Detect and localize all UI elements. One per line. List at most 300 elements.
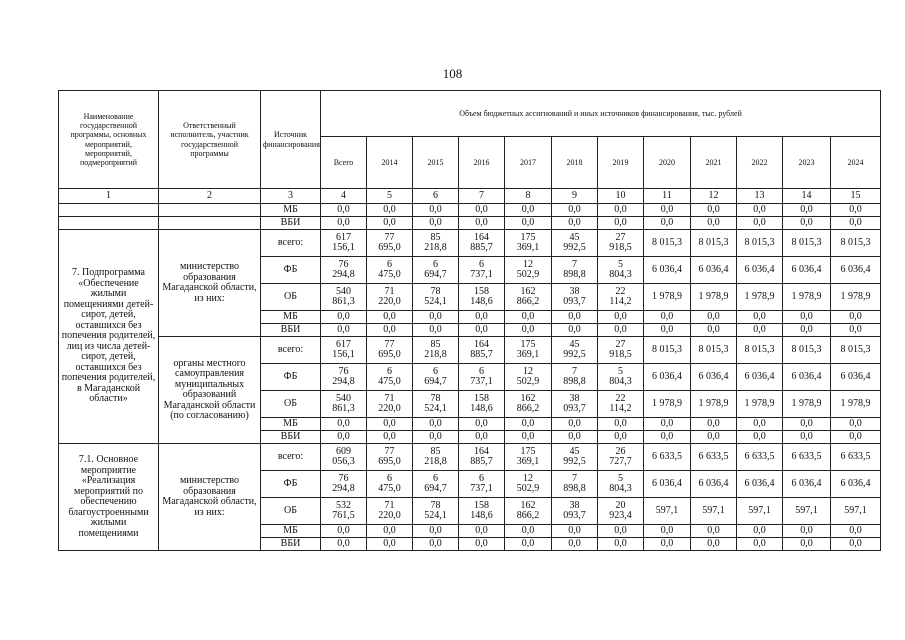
value-part: 27: [615, 231, 626, 243]
value-cell: [459, 364, 505, 391]
value-part: 71: [384, 499, 395, 511]
value-part: 77: [384, 445, 395, 457]
source-cell: МБ: [261, 418, 321, 431]
value-cell: 0,0: [413, 418, 459, 431]
value-cell: 8 015,3: [691, 230, 737, 257]
value-cell: 0,0: [367, 217, 413, 230]
value-cell: 0,0: [691, 418, 737, 431]
value-part: 694,7: [424, 376, 447, 387]
value-part: 898,8: [563, 269, 586, 280]
page-number: 108: [442, 66, 463, 81]
value-part: 532: [336, 499, 351, 511]
value-part: 78: [430, 392, 441, 404]
value-cell: 8 015,3: [783, 337, 831, 364]
responsible-cell: министерство образования Магаданской области, из них:: [159, 230, 261, 337]
value-cell: [505, 230, 552, 257]
value-part: 27: [615, 338, 626, 350]
value-cell: [367, 337, 413, 364]
column-number-cell: 6: [413, 189, 459, 204]
value-cell: 0,0: [598, 311, 644, 324]
value-cell: 8 015,3: [831, 337, 881, 364]
value-cell: 0,0: [691, 525, 737, 538]
value-part: 737,1: [470, 483, 493, 494]
year-header: 2018: [552, 137, 598, 189]
value-cell: 0,0: [831, 217, 881, 230]
value-part: 5: [618, 258, 623, 270]
value-cell: 0,0: [783, 311, 831, 324]
value-part: 148,6: [470, 510, 493, 521]
column-number-cell: 14: [783, 189, 831, 204]
value-cell: 8 015,3: [737, 337, 783, 364]
value-cell: [598, 391, 644, 418]
value-part: 761,5: [332, 510, 355, 521]
value-part: 056,3: [332, 456, 355, 467]
value-cell: 0,0: [644, 324, 691, 337]
value-cell: 0,0: [644, 525, 691, 538]
value-cell: [459, 284, 505, 311]
value-part: 694,7: [424, 483, 447, 494]
value-cell: [413, 444, 459, 471]
value-cell: 0,0: [505, 217, 552, 230]
value-cell: [598, 257, 644, 284]
year-header: 2015: [413, 137, 459, 189]
year-header: 2023: [783, 137, 831, 189]
value-cell: 0,0: [737, 525, 783, 538]
value-cell: 0,0: [737, 217, 783, 230]
value-cell: [505, 391, 552, 418]
column-number-cell: 13: [737, 189, 783, 204]
value-cell: 6 036,4: [737, 471, 783, 498]
value-part: 369,1: [516, 242, 540, 253]
value-part: 162: [520, 392, 536, 404]
value-cell: 0,0: [459, 311, 505, 324]
value-cell: [459, 444, 505, 471]
header-source: Источник финансирования: [261, 91, 321, 189]
value-part: 885,7: [470, 349, 493, 360]
value-cell: 6 633,5: [831, 444, 881, 471]
value-cell: 0,0: [737, 418, 783, 431]
value-cell: 0,0: [598, 418, 644, 431]
value-cell: 6 036,4: [831, 257, 881, 284]
value-cell: 0,0: [321, 418, 367, 431]
value-part: 114,2: [609, 403, 632, 414]
value-cell: [321, 471, 367, 498]
value-cell: 597,1: [691, 498, 737, 525]
value-cell: 0,0: [459, 538, 505, 551]
value-cell: 0,0: [459, 204, 505, 217]
value-cell: 0,0: [459, 324, 505, 337]
source-cell: всего:: [261, 444, 321, 471]
value-cell: 0,0: [831, 525, 881, 538]
value-cell: [552, 284, 598, 311]
value-cell: [598, 444, 644, 471]
column-number-cell: 8: [505, 189, 552, 204]
value-cell: 0,0: [691, 431, 737, 444]
value-cell: 0,0: [321, 324, 367, 337]
value-part: 294,8: [332, 376, 355, 387]
value-cell: [413, 471, 459, 498]
value-part: 7: [572, 365, 577, 377]
value-cell: 6 633,5: [691, 444, 737, 471]
value-cell: [459, 337, 505, 364]
value-cell: [321, 230, 367, 257]
value-cell: 0,0: [413, 311, 459, 324]
value-cell: [505, 257, 552, 284]
value-cell: 0,0: [367, 204, 413, 217]
value-cell: [321, 284, 367, 311]
value-cell: [552, 337, 598, 364]
responsible-cell: министерство образования Магаданской области, из них:: [159, 444, 261, 551]
value-cell: 0,0: [552, 204, 598, 217]
source-cell: ВБИ: [261, 324, 321, 337]
value-cell: 0,0: [831, 431, 881, 444]
value-part: 76: [338, 258, 349, 270]
empty-cell: [159, 217, 261, 230]
value-part: 475,0: [378, 483, 401, 494]
value-cell: 0,0: [831, 324, 881, 337]
year-total-header: Всего: [321, 137, 367, 189]
value-part: 6: [433, 365, 438, 377]
value-part: 918,5: [609, 242, 632, 253]
value-cell: 0,0: [552, 525, 598, 538]
value-part: 6: [433, 258, 438, 270]
value-part: 158: [474, 285, 489, 297]
value-part: 12: [523, 258, 533, 270]
value-cell: 0,0: [552, 538, 598, 551]
value-cell: 1 978,9: [783, 284, 831, 311]
value-cell: [552, 444, 598, 471]
value-cell: 6 036,4: [644, 257, 691, 284]
value-cell: 0,0: [413, 525, 459, 538]
value-cell: [413, 391, 459, 418]
value-cell: 0,0: [413, 204, 459, 217]
value-part: 866,2: [516, 296, 540, 307]
value-cell: 0,0: [505, 311, 552, 324]
value-cell: [552, 498, 598, 525]
value-cell: [552, 257, 598, 284]
value-part: 992,5: [563, 242, 586, 253]
table-row: [59, 444, 881, 471]
value-part: 727,7: [609, 456, 632, 467]
value-cell: 0,0: [367, 311, 413, 324]
value-cell: 0,0: [691, 538, 737, 551]
value-part: 093,7: [563, 403, 586, 414]
source-cell: ФБ: [261, 471, 321, 498]
value-cell: [552, 230, 598, 257]
value-cell: 1 978,9: [831, 284, 881, 311]
value-cell: 0,0: [459, 431, 505, 444]
value-part: 175: [520, 445, 536, 457]
value-part: 77: [384, 338, 395, 350]
value-part: 38: [569, 392, 580, 404]
empty-cell: [59, 217, 159, 230]
value-cell: 0,0: [321, 525, 367, 538]
year-header: 2022: [737, 137, 783, 189]
value-part: 156,1: [332, 349, 355, 360]
header-name: Наименование государственной программы, основных мероприятий, мероприятий, подмероприятий: [59, 91, 159, 189]
value-cell: 0,0: [459, 418, 505, 431]
value-cell: 0,0: [321, 204, 367, 217]
year-header: 2014: [367, 137, 413, 189]
value-cell: [413, 337, 459, 364]
value-part: 85: [430, 231, 441, 243]
source-cell: ФБ: [261, 364, 321, 391]
value-part: 804,3: [609, 269, 632, 280]
value-cell: 0,0: [598, 204, 644, 217]
value-cell: [321, 257, 367, 284]
value-cell: 0,0: [321, 217, 367, 230]
value-cell: 6 036,4: [831, 471, 881, 498]
value-part: 38: [569, 499, 580, 511]
value-cell: 6 633,5: [644, 444, 691, 471]
value-cell: [459, 471, 505, 498]
value-cell: 0,0: [831, 538, 881, 551]
table-row: [59, 204, 881, 217]
empty-cell: [59, 204, 159, 217]
value-cell: 0,0: [644, 538, 691, 551]
table-row: [59, 217, 881, 230]
value-cell: 0,0: [783, 324, 831, 337]
source-cell: ОБ: [261, 498, 321, 525]
value-cell: 6 036,4: [691, 257, 737, 284]
value-cell: 6 036,4: [783, 471, 831, 498]
value-cell: [505, 364, 552, 391]
value-cell: [459, 230, 505, 257]
value-cell: 0,0: [783, 538, 831, 551]
value-part: 475,0: [378, 376, 401, 387]
value-cell: 0,0: [737, 431, 783, 444]
value-part: 6: [433, 472, 438, 484]
value-part: 294,8: [332, 483, 355, 494]
value-part: 6: [387, 258, 392, 270]
value-cell: 8 015,3: [644, 230, 691, 257]
value-part: 524,1: [424, 296, 447, 307]
value-part: 20: [615, 499, 626, 511]
source-cell: ФБ: [261, 257, 321, 284]
value-part: 540: [336, 392, 351, 404]
value-cell: [598, 364, 644, 391]
column-number-cell: 10: [598, 189, 644, 204]
value-part: 76: [338, 472, 349, 484]
value-part: 093,7: [563, 296, 586, 307]
value-cell: [505, 444, 552, 471]
value-cell: 1 978,9: [737, 391, 783, 418]
value-cell: 0,0: [505, 204, 552, 217]
value-part: 175: [520, 231, 536, 243]
value-cell: 8 015,3: [644, 337, 691, 364]
column-number-cell: 7: [459, 189, 505, 204]
value-cell: 597,1: [831, 498, 881, 525]
value-cell: [321, 498, 367, 525]
value-cell: 0,0: [321, 431, 367, 444]
value-cell: [367, 230, 413, 257]
value-cell: [367, 364, 413, 391]
value-part: 804,3: [609, 376, 632, 387]
value-part: 866,2: [516, 510, 540, 521]
value-cell: 0,0: [644, 418, 691, 431]
value-part: 85: [430, 338, 441, 350]
value-part: 164: [474, 338, 489, 350]
value-part: 175: [520, 338, 536, 350]
value-cell: [321, 337, 367, 364]
source-cell: МБ: [261, 204, 321, 217]
value-part: 502,9: [516, 269, 540, 280]
column-numbers-row: [59, 189, 881, 204]
value-cell: 8 015,3: [691, 337, 737, 364]
value-part: 885,7: [470, 242, 493, 253]
value-cell: 0,0: [783, 217, 831, 230]
value-cell: 0,0: [321, 538, 367, 551]
value-cell: [598, 498, 644, 525]
value-part: 218,8: [424, 349, 447, 360]
value-cell: [413, 257, 459, 284]
value-part: 093,7: [563, 510, 586, 521]
header-responsible: Ответственный исполнитель, участник государственной программы: [159, 91, 261, 189]
value-cell: 0,0: [367, 525, 413, 538]
value-cell: 0,0: [321, 311, 367, 324]
value-cell: [367, 444, 413, 471]
empty-cell: [159, 204, 261, 217]
value-part: 5: [618, 472, 623, 484]
value-part: 76: [338, 365, 349, 377]
value-cell: 0,0: [691, 204, 737, 217]
value-part: 148,6: [470, 296, 493, 307]
value-cell: 6 036,4: [737, 364, 783, 391]
value-part: 85: [430, 445, 441, 457]
value-cell: [367, 471, 413, 498]
value-part: 804,3: [609, 483, 632, 494]
value-cell: 0,0: [459, 525, 505, 538]
value-cell: 0,0: [598, 324, 644, 337]
value-cell: [505, 284, 552, 311]
value-part: 158: [474, 499, 489, 511]
value-part: 861,3: [332, 403, 355, 414]
value-cell: 0,0: [783, 204, 831, 217]
source-cell: ОБ: [261, 391, 321, 418]
value-cell: [413, 230, 459, 257]
column-number-cell: 2: [159, 189, 261, 204]
source-cell: ВБИ: [261, 431, 321, 444]
value-cell: [505, 337, 552, 364]
value-part: 294,8: [332, 269, 355, 280]
value-cell: [598, 284, 644, 311]
year-header: 2016: [459, 137, 505, 189]
value-part: 156,1: [332, 242, 355, 253]
value-cell: 0,0: [598, 538, 644, 551]
value-cell: [321, 391, 367, 418]
column-number-cell: 11: [644, 189, 691, 204]
responsible-cell: органы местного самоуправления муниципальных образований Магаданской области (по согласованию): [159, 337, 261, 444]
value-part: 220,0: [378, 510, 401, 521]
value-cell: 0,0: [644, 311, 691, 324]
value-cell: [321, 444, 367, 471]
value-cell: 0,0: [413, 538, 459, 551]
value-cell: 0,0: [367, 324, 413, 337]
column-number-cell: 4: [321, 189, 367, 204]
value-cell: 6 036,4: [691, 471, 737, 498]
year-header: 2024: [831, 137, 881, 189]
value-cell: 6 036,4: [737, 257, 783, 284]
value-cell: [552, 364, 598, 391]
value-part: 861,3: [332, 296, 355, 307]
value-cell: 0,0: [831, 204, 881, 217]
value-cell: [413, 498, 459, 525]
value-part: 695,0: [378, 349, 401, 360]
value-cell: 6 036,4: [831, 364, 881, 391]
value-cell: [598, 471, 644, 498]
value-part: 737,1: [470, 269, 493, 280]
value-cell: [598, 337, 644, 364]
value-part: 609: [336, 445, 351, 457]
value-part: 918,5: [609, 349, 632, 360]
source-cell: всего:: [261, 337, 321, 364]
source-cell: ОБ: [261, 284, 321, 311]
value-part: 12: [523, 472, 533, 484]
value-cell: 1 978,9: [831, 391, 881, 418]
value-cell: 597,1: [737, 498, 783, 525]
value-cell: 0,0: [367, 418, 413, 431]
value-part: 162: [520, 285, 536, 297]
value-part: 6: [479, 258, 484, 270]
value-part: 22: [615, 285, 626, 297]
value-cell: 1 978,9: [737, 284, 783, 311]
value-cell: [367, 498, 413, 525]
value-cell: 597,1: [644, 498, 691, 525]
value-part: 6: [479, 472, 484, 484]
value-part: 369,1: [516, 456, 540, 467]
value-cell: 6 036,4: [644, 471, 691, 498]
value-part: 22: [615, 392, 626, 404]
value-cell: [413, 364, 459, 391]
value-cell: 0,0: [552, 217, 598, 230]
value-cell: 0,0: [505, 538, 552, 551]
value-part: 162: [520, 499, 536, 511]
value-part: 114,2: [609, 296, 632, 307]
value-part: 695,0: [378, 456, 401, 467]
value-part: 475,0: [378, 269, 401, 280]
value-cell: 0,0: [552, 431, 598, 444]
value-part: 6: [479, 365, 484, 377]
source-cell: ВБИ: [261, 217, 321, 230]
header-volume: Объем бюджетных ассигнований и иных источников финансирования, тыс. рублей: [321, 91, 881, 137]
subprogram-name: 7. Подпрограмма «Обеспечение жилыми помещениями детей-сирот, детей, оставшихся без попечения родителей, лиц из числа детей-сирот, детей, оставшихся без попечения родителей, в Магаданской области»: [59, 230, 159, 444]
value-cell: 1 978,9: [691, 284, 737, 311]
value-cell: 8 015,3: [831, 230, 881, 257]
value-cell: [552, 391, 598, 418]
value-part: 164: [474, 231, 489, 243]
value-part: 220,0: [378, 403, 401, 414]
value-cell: 0,0: [644, 204, 691, 217]
column-number-cell: 1: [59, 189, 159, 204]
value-part: 71: [384, 392, 395, 404]
value-part: 6: [387, 472, 392, 484]
value-part: 502,9: [516, 376, 540, 387]
value-cell: 597,1: [783, 498, 831, 525]
year-header: 2017: [505, 137, 552, 189]
year-header: 2019: [598, 137, 644, 189]
value-cell: 0,0: [505, 324, 552, 337]
value-cell: 0,0: [644, 217, 691, 230]
value-cell: [413, 284, 459, 311]
value-cell: 0,0: [783, 431, 831, 444]
value-cell: [459, 257, 505, 284]
value-part: 694,7: [424, 269, 447, 280]
value-part: 158: [474, 392, 489, 404]
value-cell: 0,0: [737, 324, 783, 337]
value-cell: 0,0: [737, 204, 783, 217]
value-cell: [505, 471, 552, 498]
value-cell: 0,0: [691, 311, 737, 324]
